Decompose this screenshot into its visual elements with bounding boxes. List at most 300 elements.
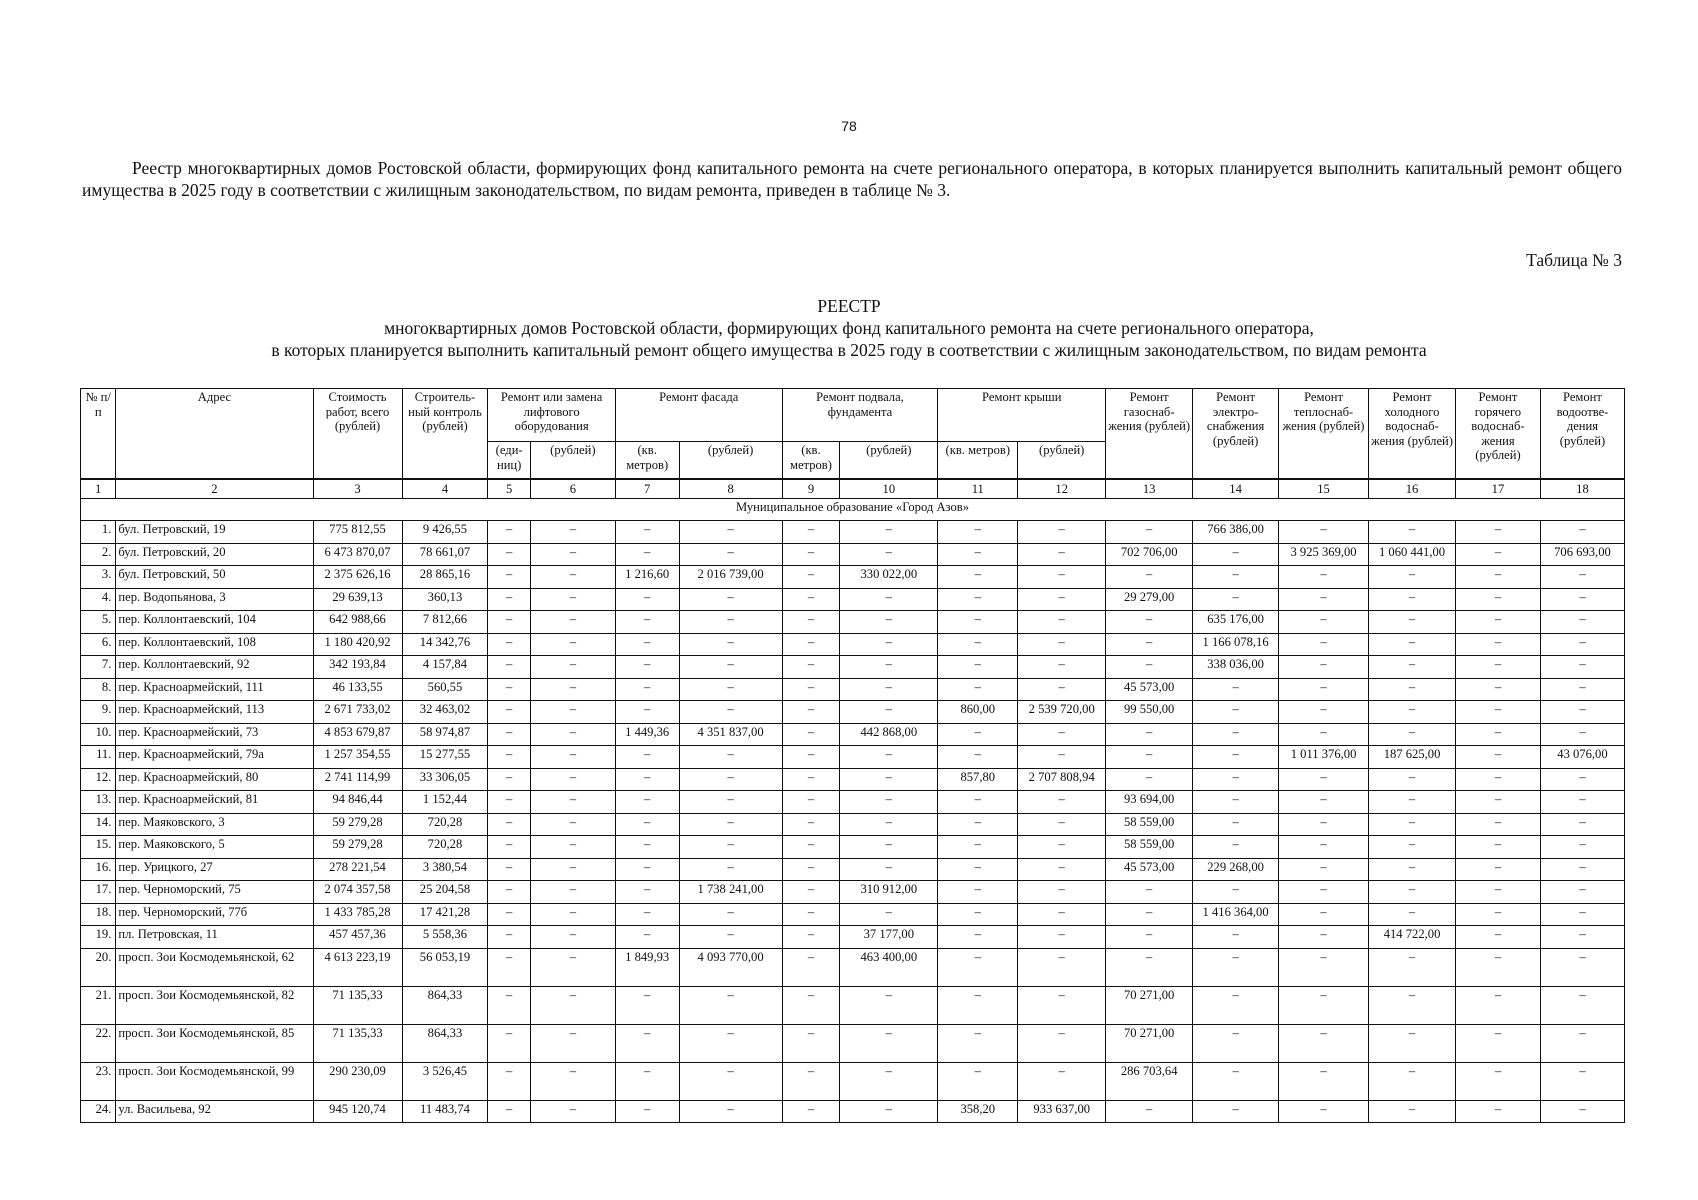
value-cell: – (1369, 1024, 1456, 1062)
value-cell: – (782, 566, 840, 589)
value-cell: 2 375 626,16 (313, 566, 402, 589)
address-cell: пер. Красноармейский, 113 (116, 701, 313, 724)
address-cell: бул. Петровский, 50 (116, 566, 313, 589)
column-number: 16 (1369, 479, 1456, 499)
column-number: 14 (1193, 479, 1279, 499)
address-cell: просп. Зои Космодемьянской, 99 (116, 1062, 313, 1100)
table-row (81, 926, 1625, 949)
value-cell: 2 671 733,02 (313, 701, 402, 724)
value-cell: – (840, 791, 938, 814)
value-cell: – (1369, 836, 1456, 859)
address-cell: пер. Красноармейский, 81 (116, 791, 313, 814)
value-cell: – (1540, 1100, 1624, 1123)
value-cell: 78 661,07 (402, 543, 488, 566)
row-number-cell: 22. (81, 1024, 116, 1062)
value-cell: 70 271,00 (1106, 1024, 1193, 1062)
value-cell: – (679, 656, 782, 679)
value-cell: – (488, 791, 530, 814)
value-cell: 766 386,00 (1193, 521, 1279, 544)
value-cell: – (488, 926, 530, 949)
column-number: 1 (81, 479, 116, 499)
value-cell: – (1369, 1100, 1456, 1123)
value-cell: – (679, 836, 782, 859)
value-cell: – (1018, 1062, 1106, 1100)
value-cell: 59 279,28 (313, 836, 402, 859)
table-row (81, 746, 1625, 769)
value-cell: – (1279, 881, 1369, 904)
value-cell: – (840, 588, 938, 611)
value-cell: – (530, 926, 615, 949)
value-cell: – (938, 858, 1018, 881)
table-row (81, 836, 1625, 859)
value-cell: – (615, 858, 679, 881)
value-cell: – (938, 566, 1018, 589)
value-cell: – (1193, 791, 1279, 814)
row-number-cell: 24. (81, 1100, 116, 1123)
value-cell: – (938, 986, 1018, 1024)
registry-title (0, 295, 1698, 361)
value-cell: – (1018, 566, 1106, 589)
value-cell: – (1369, 678, 1456, 701)
value-cell: – (1456, 768, 1541, 791)
row-number-cell: 20. (81, 948, 116, 986)
value-cell: – (938, 836, 1018, 859)
value-cell: – (615, 633, 679, 656)
value-cell: – (530, 656, 615, 679)
row-number-cell: 8. (81, 678, 116, 701)
value-cell: – (782, 903, 840, 926)
value-cell: – (840, 701, 938, 724)
value-cell: – (1193, 813, 1279, 836)
table-row (81, 723, 1625, 746)
row-number-cell: 6. (81, 633, 116, 656)
value-cell: – (1540, 903, 1624, 926)
value-cell: – (530, 1100, 615, 1123)
value-cell: – (938, 588, 1018, 611)
value-cell: – (1018, 543, 1106, 566)
value-cell: – (1279, 566, 1369, 589)
value-cell: – (1018, 1024, 1106, 1062)
value-cell: – (782, 633, 840, 656)
value-cell: – (615, 768, 679, 791)
value-cell: – (1193, 566, 1279, 589)
header-roof: Ремонт крыши (938, 389, 1106, 442)
value-cell: 864,33 (402, 1024, 488, 1062)
value-cell: – (1369, 791, 1456, 814)
value-cell: – (1369, 986, 1456, 1024)
value-cell: – (488, 768, 530, 791)
value-cell: – (1456, 986, 1541, 1024)
value-cell: 330 022,00 (840, 566, 938, 589)
row-number-cell: 19. (81, 926, 116, 949)
value-cell: – (1279, 1100, 1369, 1123)
value-cell: 71 135,33 (313, 986, 402, 1024)
header-basement: Ремонт подвала, фундамента (782, 389, 938, 442)
value-cell: – (530, 881, 615, 904)
value-cell: – (1540, 1062, 1624, 1100)
row-number-cell: 5. (81, 611, 116, 634)
value-cell: – (938, 903, 1018, 926)
value-cell: – (1279, 656, 1369, 679)
value-cell: – (1369, 723, 1456, 746)
column-number: 10 (840, 479, 938, 499)
value-cell: – (1193, 836, 1279, 859)
value-cell: – (938, 633, 1018, 656)
value-cell: 14 342,76 (402, 633, 488, 656)
header-basement-sqm: (кв. метров) (782, 442, 840, 480)
value-cell: – (782, 836, 840, 859)
value-cell: 58 559,00 (1106, 836, 1193, 859)
value-cell: – (615, 521, 679, 544)
address-cell: бул. Петровский, 20 (116, 543, 313, 566)
value-cell: – (530, 791, 615, 814)
value-cell: – (1193, 746, 1279, 769)
value-cell: – (530, 746, 615, 769)
value-cell: 58 974,87 (402, 723, 488, 746)
value-cell: 702 706,00 (1106, 543, 1193, 566)
value-cell: – (938, 678, 1018, 701)
value-cell: – (938, 723, 1018, 746)
value-cell: – (840, 813, 938, 836)
row-number-cell: 3. (81, 566, 116, 589)
value-cell: – (530, 633, 615, 656)
table-row (81, 633, 1625, 656)
value-cell: – (1018, 746, 1106, 769)
value-cell: – (1018, 791, 1106, 814)
value-cell: – (1369, 903, 1456, 926)
value-cell: – (1279, 836, 1369, 859)
address-cell: пер. Коллонтаевский, 108 (116, 633, 313, 656)
column-number: 11 (938, 479, 1018, 499)
value-cell: – (679, 986, 782, 1024)
row-number-cell: 21. (81, 986, 116, 1024)
value-cell: – (488, 1024, 530, 1062)
value-cell: – (1540, 768, 1624, 791)
value-cell: 1 152,44 (402, 791, 488, 814)
table-body (81, 499, 1625, 1123)
value-cell: – (1540, 948, 1624, 986)
value-cell: 7 812,66 (402, 611, 488, 634)
value-cell: – (938, 791, 1018, 814)
address-cell: ул. Васильева, 92 (116, 1100, 313, 1123)
value-cell: – (1540, 881, 1624, 904)
column-number: 5 (488, 479, 530, 499)
value-cell: – (938, 1062, 1018, 1100)
value-cell: – (1369, 701, 1456, 724)
value-cell: – (615, 926, 679, 949)
value-cell: 2 074 357,58 (313, 881, 402, 904)
value-cell: – (1369, 948, 1456, 986)
value-cell: – (782, 746, 840, 769)
value-cell: 442 868,00 (840, 723, 938, 746)
row-number-cell: 17. (81, 881, 116, 904)
address-cell: пер. Коллонтаевский, 92 (116, 656, 313, 679)
registry-title-line-1: РЕЕСТР (817, 296, 881, 316)
value-cell: – (840, 903, 938, 926)
value-cell: – (488, 881, 530, 904)
value-cell: – (1018, 656, 1106, 679)
value-cell: – (1540, 986, 1624, 1024)
header-facade-sqm: (кв. метров) (615, 442, 679, 480)
value-cell: 1 011 376,00 (1279, 746, 1369, 769)
value-cell: – (488, 656, 530, 679)
value-cell: 4 093 770,00 (679, 948, 782, 986)
value-cell: – (782, 543, 840, 566)
address-cell: пер. Маяковского, 5 (116, 836, 313, 859)
table-row (81, 701, 1625, 724)
value-cell: – (1106, 903, 1193, 926)
value-cell: – (782, 701, 840, 724)
value-cell: – (488, 1062, 530, 1100)
table-row (81, 1024, 1625, 1062)
value-cell: – (1106, 746, 1193, 769)
header-roof-sqm: (кв. метров) (938, 442, 1018, 480)
value-cell: – (488, 1100, 530, 1123)
registry-title-line-2: многоквартирных домов Ростовской области, формирующих фонд капитального ремонта на счете регионального оператора, (384, 318, 1314, 338)
value-cell: – (679, 903, 782, 926)
value-cell: – (840, 858, 938, 881)
value-cell: – (1456, 723, 1541, 746)
header-elevator-units: (еди-ниц) (488, 442, 530, 480)
value-cell: – (1193, 1024, 1279, 1062)
value-cell: – (840, 768, 938, 791)
value-cell: – (488, 986, 530, 1024)
value-cell: – (1456, 1024, 1541, 1062)
value-cell: 5 558,36 (402, 926, 488, 949)
value-cell: – (530, 768, 615, 791)
header-control: Строитель-ный контроль (рублей) (402, 389, 488, 480)
value-cell: – (840, 746, 938, 769)
value-cell: – (1279, 521, 1369, 544)
value-cell: – (1456, 543, 1541, 566)
value-cell: – (1456, 926, 1541, 949)
value-cell: – (782, 723, 840, 746)
value-cell: 45 573,00 (1106, 858, 1193, 881)
value-cell: – (1456, 858, 1541, 881)
address-cell: пер. Маяковского, 3 (116, 813, 313, 836)
value-cell: – (782, 521, 840, 544)
value-cell: – (1369, 813, 1456, 836)
value-cell: – (1018, 836, 1106, 859)
value-cell: 29 279,00 (1106, 588, 1193, 611)
value-cell: – (1106, 881, 1193, 904)
value-cell: – (615, 588, 679, 611)
value-cell: – (1193, 588, 1279, 611)
value-cell: – (530, 986, 615, 1024)
value-cell: – (1369, 1062, 1456, 1100)
value-cell: – (488, 611, 530, 634)
value-cell: 4 853 679,87 (313, 723, 402, 746)
row-number-cell: 9. (81, 701, 116, 724)
value-cell: – (840, 521, 938, 544)
value-cell: – (488, 948, 530, 986)
value-cell: 37 177,00 (840, 926, 938, 949)
address-cell: пер. Урицкого, 27 (116, 858, 313, 881)
value-cell: – (1456, 1100, 1541, 1123)
header-electro: Ремонт электро-снабжения (рублей) (1193, 389, 1279, 480)
value-cell: – (782, 813, 840, 836)
value-cell: – (679, 611, 782, 634)
value-cell: – (615, 746, 679, 769)
value-cell: – (488, 566, 530, 589)
value-cell: – (679, 926, 782, 949)
value-cell: 1 166 078,16 (1193, 633, 1279, 656)
value-cell: 286 703,64 (1106, 1062, 1193, 1100)
value-cell: 93 694,00 (1106, 791, 1193, 814)
value-cell: 1 849,93 (615, 948, 679, 986)
row-number-cell: 7. (81, 656, 116, 679)
value-cell: – (1369, 611, 1456, 634)
value-cell: – (782, 611, 840, 634)
value-cell: 933 637,00 (1018, 1100, 1106, 1123)
row-number-cell: 4. (81, 588, 116, 611)
row-number-cell: 15. (81, 836, 116, 859)
header-num: № п/п (81, 389, 116, 480)
value-cell: 864,33 (402, 986, 488, 1024)
value-cell: 94 846,44 (313, 791, 402, 814)
address-cell: пер. Красноармейский, 79а (116, 746, 313, 769)
address-cell: бул. Петровский, 19 (116, 521, 313, 544)
value-cell: – (1018, 926, 1106, 949)
value-cell: – (530, 611, 615, 634)
value-cell: 58 559,00 (1106, 813, 1193, 836)
value-cell: – (530, 903, 615, 926)
value-cell: – (782, 768, 840, 791)
column-number: 9 (782, 479, 840, 499)
value-cell: – (615, 701, 679, 724)
header-facade: Ремонт фасада (615, 389, 782, 442)
value-cell: 720,28 (402, 813, 488, 836)
value-cell: – (840, 1100, 938, 1123)
value-cell: – (679, 701, 782, 724)
value-cell: – (1018, 813, 1106, 836)
value-cell: – (1018, 521, 1106, 544)
value-cell: – (1456, 1062, 1541, 1100)
value-cell: 187 625,00 (1369, 746, 1456, 769)
value-cell: 2 016 739,00 (679, 566, 782, 589)
value-cell: 3 925 369,00 (1279, 543, 1369, 566)
header-drain: Ремонт водоотве-дения (рублей) (1540, 389, 1624, 480)
column-number: 2 (116, 479, 313, 499)
value-cell: 342 193,84 (313, 656, 402, 679)
value-cell: 32 463,02 (402, 701, 488, 724)
value-cell: – (1369, 656, 1456, 679)
value-cell: – (1456, 836, 1541, 859)
value-cell: 6 473 870,07 (313, 543, 402, 566)
value-cell: 338 036,00 (1193, 656, 1279, 679)
header-facade-rubles: (рублей) (679, 442, 782, 480)
value-cell: – (1106, 768, 1193, 791)
value-cell: – (840, 633, 938, 656)
value-cell: – (1279, 678, 1369, 701)
table-row (81, 611, 1625, 634)
table-header (81, 389, 1625, 499)
value-cell: – (1369, 521, 1456, 544)
value-cell: – (1540, 836, 1624, 859)
column-number: 13 (1106, 479, 1193, 499)
value-cell: 560,55 (402, 678, 488, 701)
value-cell: – (1540, 1024, 1624, 1062)
value-cell: – (1456, 566, 1541, 589)
value-cell: – (488, 701, 530, 724)
value-cell: – (1106, 926, 1193, 949)
value-cell: – (1456, 521, 1541, 544)
row-number-cell: 12. (81, 768, 116, 791)
value-cell: – (679, 768, 782, 791)
value-cell: – (679, 746, 782, 769)
value-cell: – (615, 986, 679, 1024)
value-cell: – (1456, 903, 1541, 926)
value-cell: – (1456, 746, 1541, 769)
column-number: 6 (530, 479, 615, 499)
value-cell: 278 221,54 (313, 858, 402, 881)
value-cell: – (1456, 948, 1541, 986)
value-cell: 857,80 (938, 768, 1018, 791)
value-cell: 2 539 720,00 (1018, 701, 1106, 724)
page-number: 78 (841, 118, 857, 134)
value-cell: 11 483,74 (402, 1100, 488, 1123)
value-cell: 358,20 (938, 1100, 1018, 1123)
value-cell: – (1456, 656, 1541, 679)
value-cell: – (1279, 948, 1369, 986)
value-cell: – (530, 678, 615, 701)
address-cell: просп. Зои Космодемьянской, 85 (116, 1024, 313, 1062)
municipality-label: Муниципальное образование «Город Азов» (81, 499, 1625, 521)
value-cell: – (1279, 588, 1369, 611)
value-cell: 360,13 (402, 588, 488, 611)
address-cell: просп. Зои Космодемьянской, 62 (116, 948, 313, 986)
table-row (81, 813, 1625, 836)
value-cell: – (1456, 881, 1541, 904)
value-cell: – (1106, 566, 1193, 589)
address-cell: пер. Коллонтаевский, 104 (116, 611, 313, 634)
value-cell: – (1279, 858, 1369, 881)
value-cell: – (679, 588, 782, 611)
value-cell: – (488, 746, 530, 769)
value-cell: – (1540, 926, 1624, 949)
row-number-cell: 23. (81, 1062, 116, 1100)
row-number-cell: 18. (81, 903, 116, 926)
column-number: 7 (615, 479, 679, 499)
header-heat: Ремонт теплоснаб-жения (рублей) (1279, 389, 1369, 480)
value-cell: – (488, 588, 530, 611)
value-cell: – (1456, 633, 1541, 656)
value-cell: – (1456, 588, 1541, 611)
value-cell: – (1106, 611, 1193, 634)
value-cell: – (1018, 858, 1106, 881)
value-cell: – (679, 1024, 782, 1062)
value-cell: – (840, 986, 938, 1024)
value-cell: – (488, 633, 530, 656)
value-cell: – (1279, 701, 1369, 724)
value-cell: – (1018, 881, 1106, 904)
value-cell: – (782, 678, 840, 701)
value-cell: – (1540, 633, 1624, 656)
value-cell: – (530, 588, 615, 611)
table-row (81, 1100, 1625, 1123)
value-cell: – (1456, 701, 1541, 724)
column-number: 4 (402, 479, 488, 499)
value-cell: – (1018, 948, 1106, 986)
value-cell: – (1456, 813, 1541, 836)
value-cell: – (1540, 678, 1624, 701)
table-row (81, 588, 1625, 611)
value-cell: – (1369, 768, 1456, 791)
table-row (81, 656, 1625, 679)
address-cell: пер. Водопьянова, 3 (116, 588, 313, 611)
value-cell: – (615, 1100, 679, 1123)
value-cell: 860,00 (938, 701, 1018, 724)
